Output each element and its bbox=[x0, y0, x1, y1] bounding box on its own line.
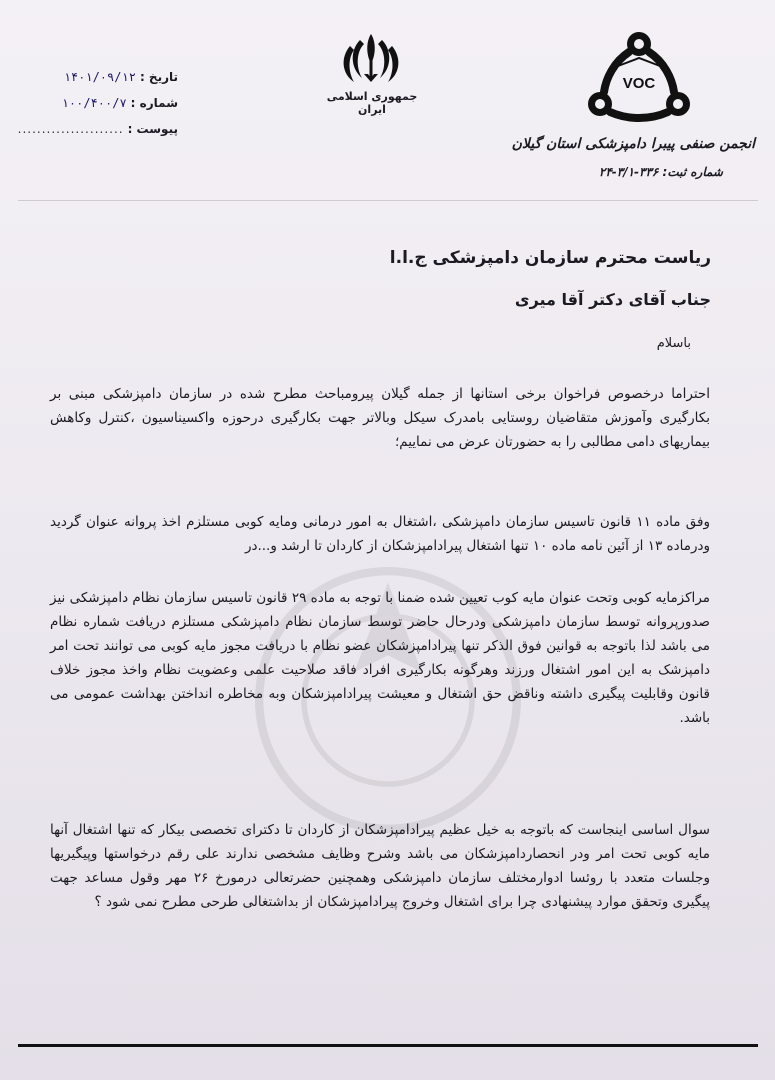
body-paragraph-2: وفق ماده ۱۱ قانون تاسیس سازمان دامپزشکی ،اشتغال به امور درمانی ومایه کوبی مستلزم اخذ پروانه عنوان گردید ودرماده ۱۳ از آئین نامه ماده ۱۰ تنها اشتغال پیرادامپزشکان از کاردان تا ارشد و...در bbox=[50, 514, 710, 554]
body-paragraph-1: احتراما درخصوص فراخوان برخی استانها از جمله گیلان پیرومباحث مطرح شده در سازمان دامپزشکی مبنی بر بکارگیری وآموزش متقاضیان روستایی بامدرک سیکل وبالاتر جهت بکارگیری درحوزه واکسیناسیون ،کنترل وکاهش بیماریهای دامی مطالبی را به حضورتان عرض می نماییم؛ bbox=[50, 386, 710, 450]
header-divider bbox=[18, 200, 758, 201]
recipient-title: ریاست محترم سازمان دامپزشکی ج.ا.ا bbox=[389, 248, 711, 268]
emblem-caption: جمهوری اسلامی ایران bbox=[326, 90, 418, 116]
salutation: باسلام bbox=[656, 336, 691, 351]
date-label: تاریخ : bbox=[139, 70, 178, 84]
attachment-value: ...................... bbox=[17, 122, 124, 136]
iran-emblem-icon bbox=[336, 30, 406, 90]
recipient-name: جناب آقای دکتر آقا میری bbox=[514, 290, 711, 309]
letter-meta bbox=[8, 64, 178, 142]
date-row bbox=[8, 64, 178, 90]
body-paragraph-3: مراکزمایه کوبی وتحت عنوان مایه کوب تعیین شده ضمنا با توجه به ماده ۲۹ قانون تاسیس سازمان نظام دامپزشکی نیز صدورپروانه توسط سازمان دامپزشکی ودرحال حاضر توسط سازمان نظام دامپزشکی مستلزم دریافت شماره نظام می باشد لذا باتوجه به قوانین فوق الذکر تنها پیرادامپزشکان عضو نظام با دریافت مجوز مایه کوبی می توانند تحت امر دامپزشک به این امور اشتغال ورزند وهرگونه بکارگیری افراد فاقد صلاحیت علمی وعضویت نظام واخذ مجوز خلاف قانون وقابلیت پیگیری داشته وناقض حق اشتغال و معیشت پیرادامپزشکان وبه مخاطره انداختن بهداشت عمومی می باشد. bbox=[50, 590, 710, 726]
number-row bbox=[8, 90, 178, 116]
number-label: شماره : bbox=[130, 96, 178, 110]
registration-number: شماره ثبت: ۳۳۶-۳/۱-۲۴ bbox=[598, 165, 723, 179]
logo-text: VOC bbox=[622, 75, 656, 92]
voc-logo-icon bbox=[584, 28, 694, 128]
attachment-row bbox=[8, 116, 178, 142]
date-value: ۱۴۰۱/۰۹/۱۲ bbox=[63, 70, 136, 84]
number-value: ۱۰۰/۴۰۰/۷ bbox=[61, 96, 127, 110]
attachment-label: پیوست : bbox=[127, 122, 178, 136]
organization-name: انجمن صنفی پیبرا دامپزشکی استان گیلان bbox=[511, 136, 755, 152]
body-paragraph-4: سوال اساسی اینجاست که باتوجه به خیل عظیم پیرادامپزشکان از کاردان تا دکترای تخصصی بیکار که تنها اشتغال آنها مایه کوبی تحت امر ودر انحصاردامپزشکان می باشد وشرح وظایف مشخصی ندارند علی رقم درخواستها وپیگیریها وجلسات متعدد با روئسا ادوارمختلف سازمان دامپزشکی وهمچنین حضرتعالی درمورخ ۲۶ مهر وقول مساعد جهت پیگیری وتحقق موارد پیشنهادی چرا برای اشتغال وخروج پیرادامپزشکان از بداشتغالی طرحی مطرح نمی شود ؟ bbox=[50, 822, 710, 910]
footer-rule bbox=[18, 1044, 758, 1047]
